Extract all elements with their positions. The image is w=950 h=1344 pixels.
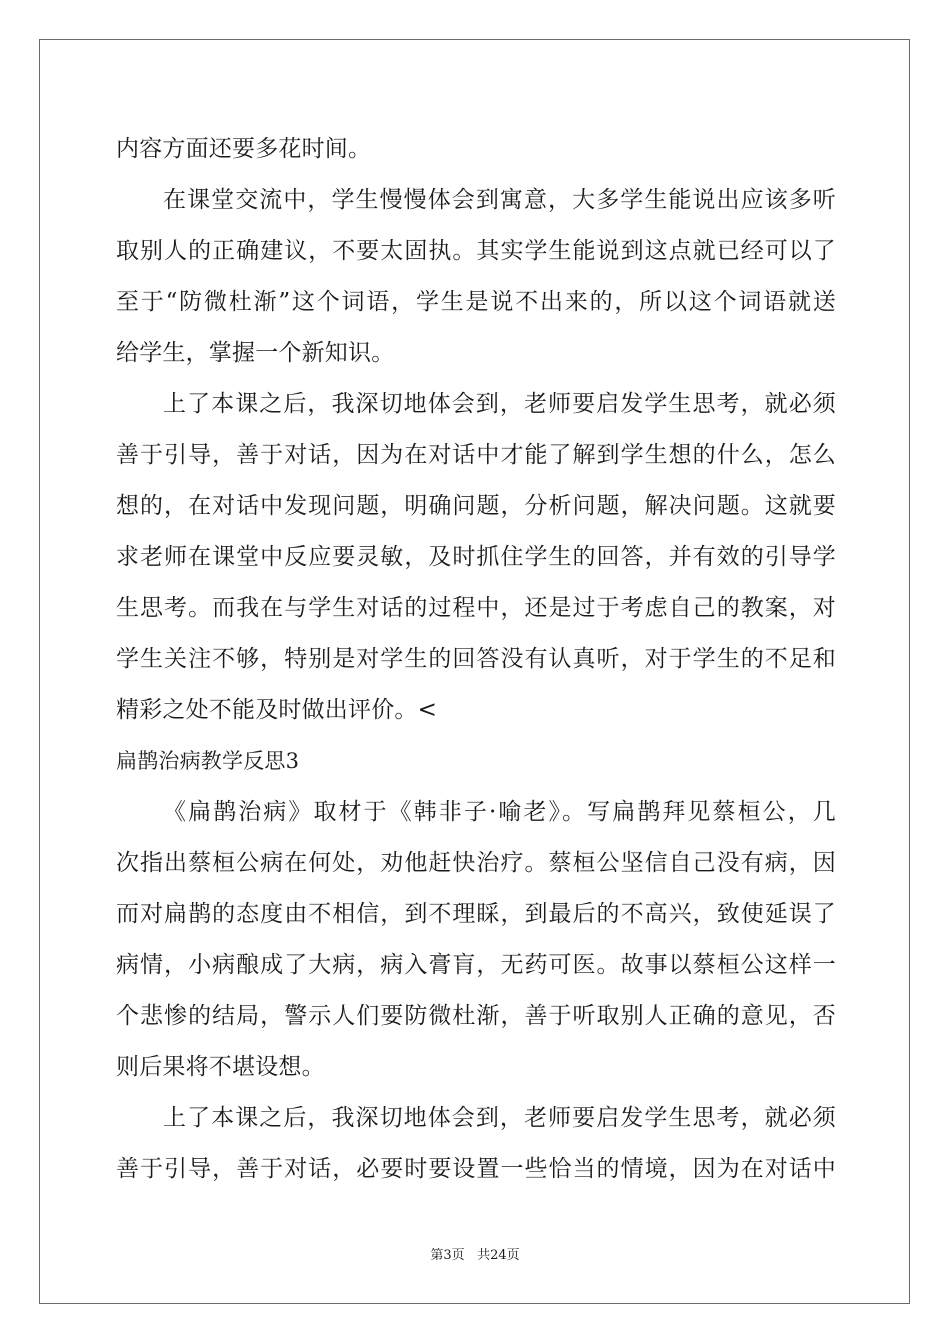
paragraph-line: 而对扁鹊的态度由不相信，到不理睬，到最后的不高兴，致使延误了	[116, 901, 836, 927]
paragraph-line: 想的，在对话中发现问题，明确问题，分析问题，解决问题。这就要	[116, 493, 836, 519]
section-heading: 扁鹊治病教学反思3	[116, 749, 300, 773]
paragraph-line: 求老师在课堂中反应要灵敏，及时抓住学生的回答，并有效的引导学	[116, 544, 836, 570]
paragraph-line: 学生关注不够，特别是对学生的回答没有认真听，对于学生的不足和	[116, 646, 836, 672]
paragraph-line: 善于引导，善于对话，必要时要设置一些恰当的情境，因为在对话中	[116, 1156, 836, 1182]
paragraph-line: 病情，小病酿成了大病，病入膏肓，无药可医。故事以蔡桓公这样一	[116, 952, 836, 978]
page-total: 共24页	[477, 1248, 520, 1263]
paragraph-line: 取别人的正确建议，不要太固执。其实学生能说到这点就已经可以了	[116, 238, 836, 264]
paragraph-line: 上了本课之后，我深切地体会到，老师要启发学生思考，就必须	[163, 1105, 836, 1131]
paragraph-line: 至于“防微杜渐”这个词语，学生是说不出来的，所以这个词语就送	[116, 289, 836, 315]
paragraph-line: 《扁鹊治病》取材于《韩非子·喻老》。写扁鹊拜见蔡桓公，几	[163, 799, 836, 825]
paragraph-line: 内容方面还要多花时间。	[116, 136, 372, 162]
paragraph-line: 精彩之处不能及时做出评价。<	[116, 697, 438, 723]
paragraph-line: 在课堂交流中，学生慢慢体会到寓意，大多学生能说出应该多听	[163, 187, 836, 213]
document-body	[116, 124, 836, 1195]
paragraph-line: 次指出蔡桓公病在何处，劝他赶快治疗。蔡桓公坚信自己没有病，因	[116, 850, 836, 876]
page-footer	[0, 1247, 950, 1265]
paragraph-line: 善于引导，善于对话，因为在对话中才能了解到学生想的什么，怎么	[116, 442, 836, 468]
paragraph-line: 给学生，掌握一个新知识。	[116, 340, 395, 366]
page-number: 第3页	[430, 1248, 465, 1263]
paragraph-line: 个悲惨的结局，警示人们要防微杜渐，善于听取别人正确的意见，否	[116, 1003, 836, 1029]
paragraph-line: 生思考。而我在与学生对话的过程中，还是过于考虑自己的教案，对	[116, 595, 836, 621]
paragraph-line: 上了本课之后，我深切地体会到，老师要启发学生思考，就必须	[163, 391, 836, 417]
paragraph-line: 则后果将不堪设想。	[116, 1054, 325, 1080]
